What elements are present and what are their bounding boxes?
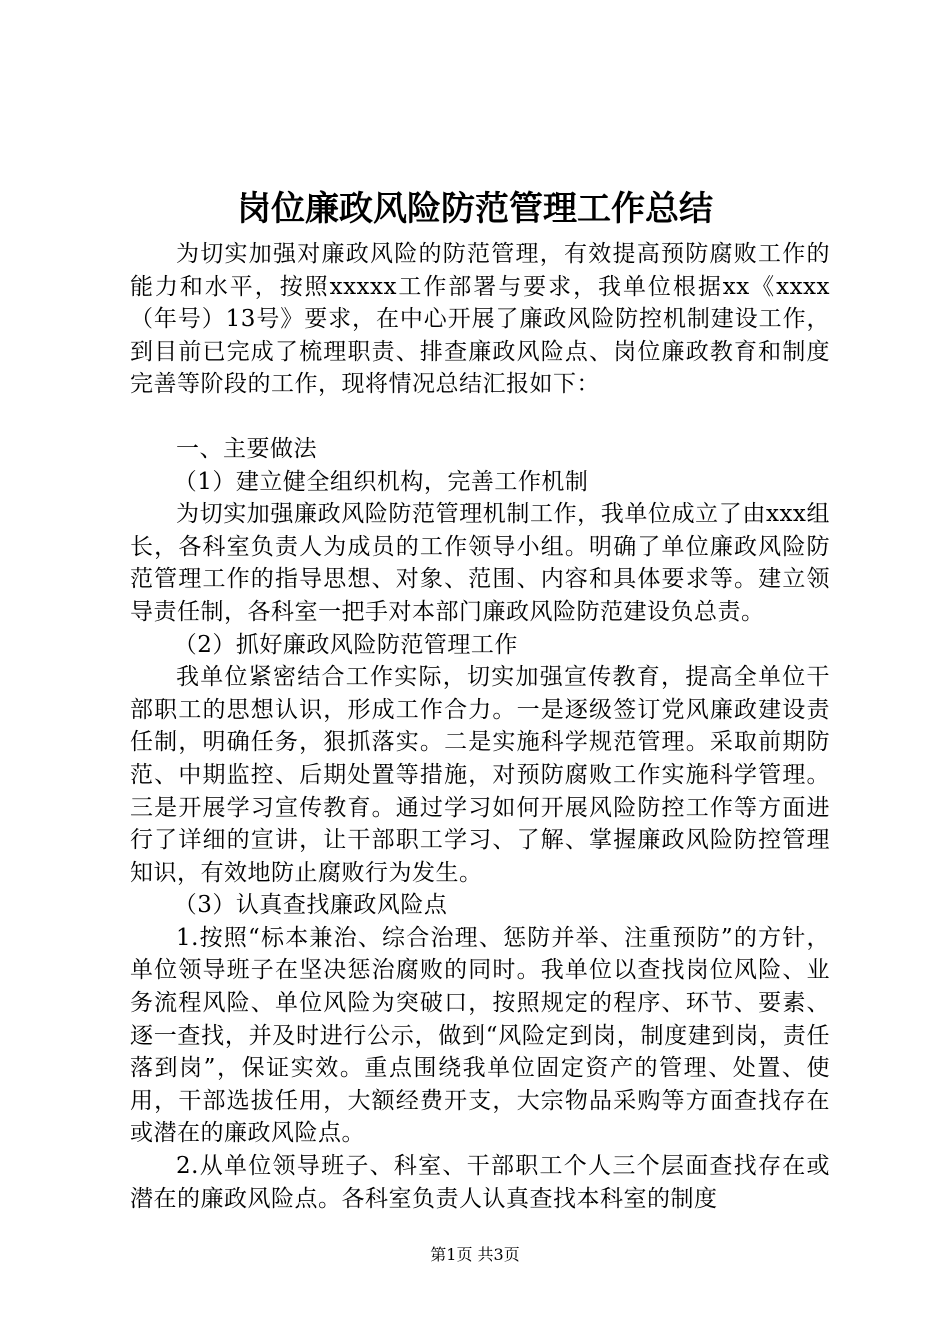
section-heading-main-practices: 一、主要做法 [176, 435, 317, 462]
page-number-footer: 第1页 共3页 [430, 1245, 520, 1264]
document-body [130, 238, 830, 1215]
subsection-paragraph-1: 为切实加强廉政风险防范管理机制工作，我单位成立了由xxx组长，各科室负责人为成员的工作领导小组。明确了单位廉政风险防范管理工作的指导思想、对象、范围、内容和具体要求等。建立领导责任制，各科室一把手对本部门廉政风险防范建设负总责。 [130, 501, 830, 625]
document-title: 岗位廉政风险防范管理工作总结 [237, 189, 713, 229]
subsection-paragraph-2: 我单位紧密结合工作实际，切实加强宣传教育，提高全单位干部职工的思想认识，形成工作合力。一是逐级签订党风廉政建设责任制，明确任务，狠抓落实。二是实施科学规范管理。采取前期防范、中期监控、后期处置等措施，对预防腐败工作实施科学管理。三是开展学习宣传教育。通过学习如何开展风险防控工作等方面进行了详细的宣讲，让干部职工学习、了解、掌握廉政风险防控管理知识，有效地防止腐败行为发生。 [130, 664, 830, 886]
intro-paragraph: 为切实加强对廉政风险的防范管理，有效提高预防腐败工作的能力和水平，按照xxxxx工作部署与要求，我单位根据xx《xxxx（年号）13号》要求，在中心开展了廉政风险防控机制建设工作，到目前已完成了梳理职责、排查廉政风险点、岗位廉政教育和制度完善等阶段的工作，现将情况总结汇报如下： [130, 241, 830, 398]
list-item-1: 1.按照“标本兼治、综合治理、惩防并举、注重预防”的方针，单位领导班子在坚决惩治腐败的同时。我单位以查找岗位风险、业务流程风险、单位风险为突破口，按照规定的程序、环节、要素、逐一查找，并及时进行公示，做到“风险定到岗，制度建到岗，责任落到岗”，保证实效。重点围绕我单位固定资产的管理、处置、使用，干部选拔任用，大额经费开支，大宗物品采购等方面查找存在或潜在的廉政风险点。 [130, 924, 830, 1147]
subsection-heading-1: （1）建立健全组织机构，完善工作机制 [173, 468, 589, 495]
list-item-2: 2.从单位领导班子、科室、干部职工个人三个层面查找存在或潜在的廉政风险点。各科室负责人认真查找本科室的制度 [130, 1153, 830, 1212]
subsection-heading-3: （3）认真查找廉政风险点 [173, 892, 448, 919]
subsection-heading-2: （2）抓好廉政风险防范管理工作 [173, 631, 518, 658]
paragraph-gap [130, 401, 830, 433]
